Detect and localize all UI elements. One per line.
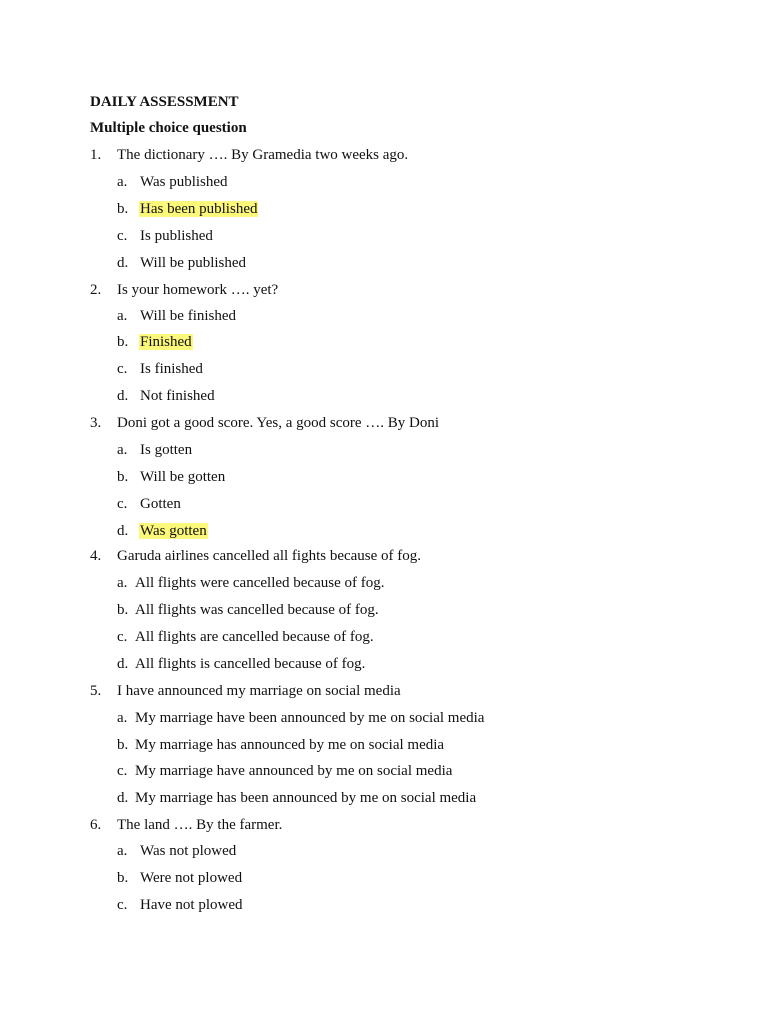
option-text: Is gotten (140, 442, 193, 458)
option-letter: c. (117, 361, 128, 377)
option-letter: d. (117, 656, 129, 672)
option-text: All flights is cancelled because of fog. (135, 656, 366, 672)
option-text: My marriage have been announced by me on social media (135, 710, 485, 726)
option-text (140, 332, 193, 352)
option-text: Will be gotten (140, 469, 226, 485)
question-text: Doni got a good score. Yes, a good score …. By Doni (117, 415, 440, 431)
option-letter: b. (117, 737, 129, 753)
option-text (140, 521, 208, 541)
question-text: The land …. By the farmer. (117, 817, 283, 833)
option-text (140, 199, 258, 219)
option-letter: a. (117, 575, 128, 591)
question-text: Garuda airlines cancelled all fights because of fog. (117, 548, 422, 564)
option-text: Is finished (140, 361, 203, 377)
question-text: I have announced my marriage on social media (117, 683, 401, 699)
option-text: All flights were cancelled because of fog. (135, 575, 385, 591)
option-letter: c. (117, 897, 128, 913)
option-letter: d. (117, 255, 129, 271)
option-letter: b. (117, 334, 129, 350)
option-letter: a. (117, 442, 128, 458)
option-text: Was published (140, 174, 228, 190)
option-letter: a. (117, 174, 128, 190)
option-text: All flights are cancelled because of fog. (135, 629, 374, 645)
question-number: 1. (90, 147, 102, 163)
option-letter: a. (117, 710, 128, 726)
option-letter: b. (117, 602, 129, 618)
question-text: The dictionary …. By Gramedia two weeks ago. (117, 147, 409, 163)
option-letter: a. (117, 308, 128, 324)
option-letter: d. (117, 790, 129, 806)
option-letter: d. (117, 388, 129, 404)
option-text: My marriage has announced by me on social media (135, 737, 445, 753)
question-text: Is your homework …. yet? (117, 282, 279, 298)
document-title: DAILY ASSESSMENT (90, 94, 239, 110)
option-text: Not finished (140, 388, 215, 404)
option-letter: b. (117, 469, 129, 485)
option-text: All flights was cancelled because of fog. (135, 602, 379, 618)
question-number: 5. (90, 683, 102, 699)
option-text: My marriage has been announced by me on social media (135, 790, 477, 806)
option-text: Were not plowed (140, 870, 243, 886)
option-text: Will be finished (140, 308, 237, 324)
option-letter: c. (117, 228, 128, 244)
option-letter: a. (117, 843, 128, 859)
answer-highlight: Has been published (140, 201, 258, 217)
option-letter: d. (117, 523, 129, 539)
option-letter: c. (117, 629, 128, 645)
option-text: Was not plowed (140, 843, 237, 859)
option-letter: b. (117, 870, 129, 886)
option-text: Have not plowed (140, 897, 243, 913)
option-text: My marriage have announced by me on social media (135, 763, 453, 779)
option-letter: b. (117, 201, 129, 217)
option-text: Will be published (140, 255, 247, 271)
answer-highlight: Finished (140, 334, 192, 350)
answer-highlight: Was gotten (140, 523, 207, 539)
option-letter: c. (117, 496, 128, 512)
option-text: Gotten (140, 496, 181, 512)
option-text: Is published (140, 228, 213, 244)
question-number: 2. (90, 282, 102, 298)
document-subtitle: Multiple choice question (90, 120, 247, 136)
option-letter: c. (117, 763, 128, 779)
question-number: 4. (90, 548, 102, 564)
question-number: 3. (90, 415, 102, 431)
question-number: 6. (90, 817, 102, 833)
